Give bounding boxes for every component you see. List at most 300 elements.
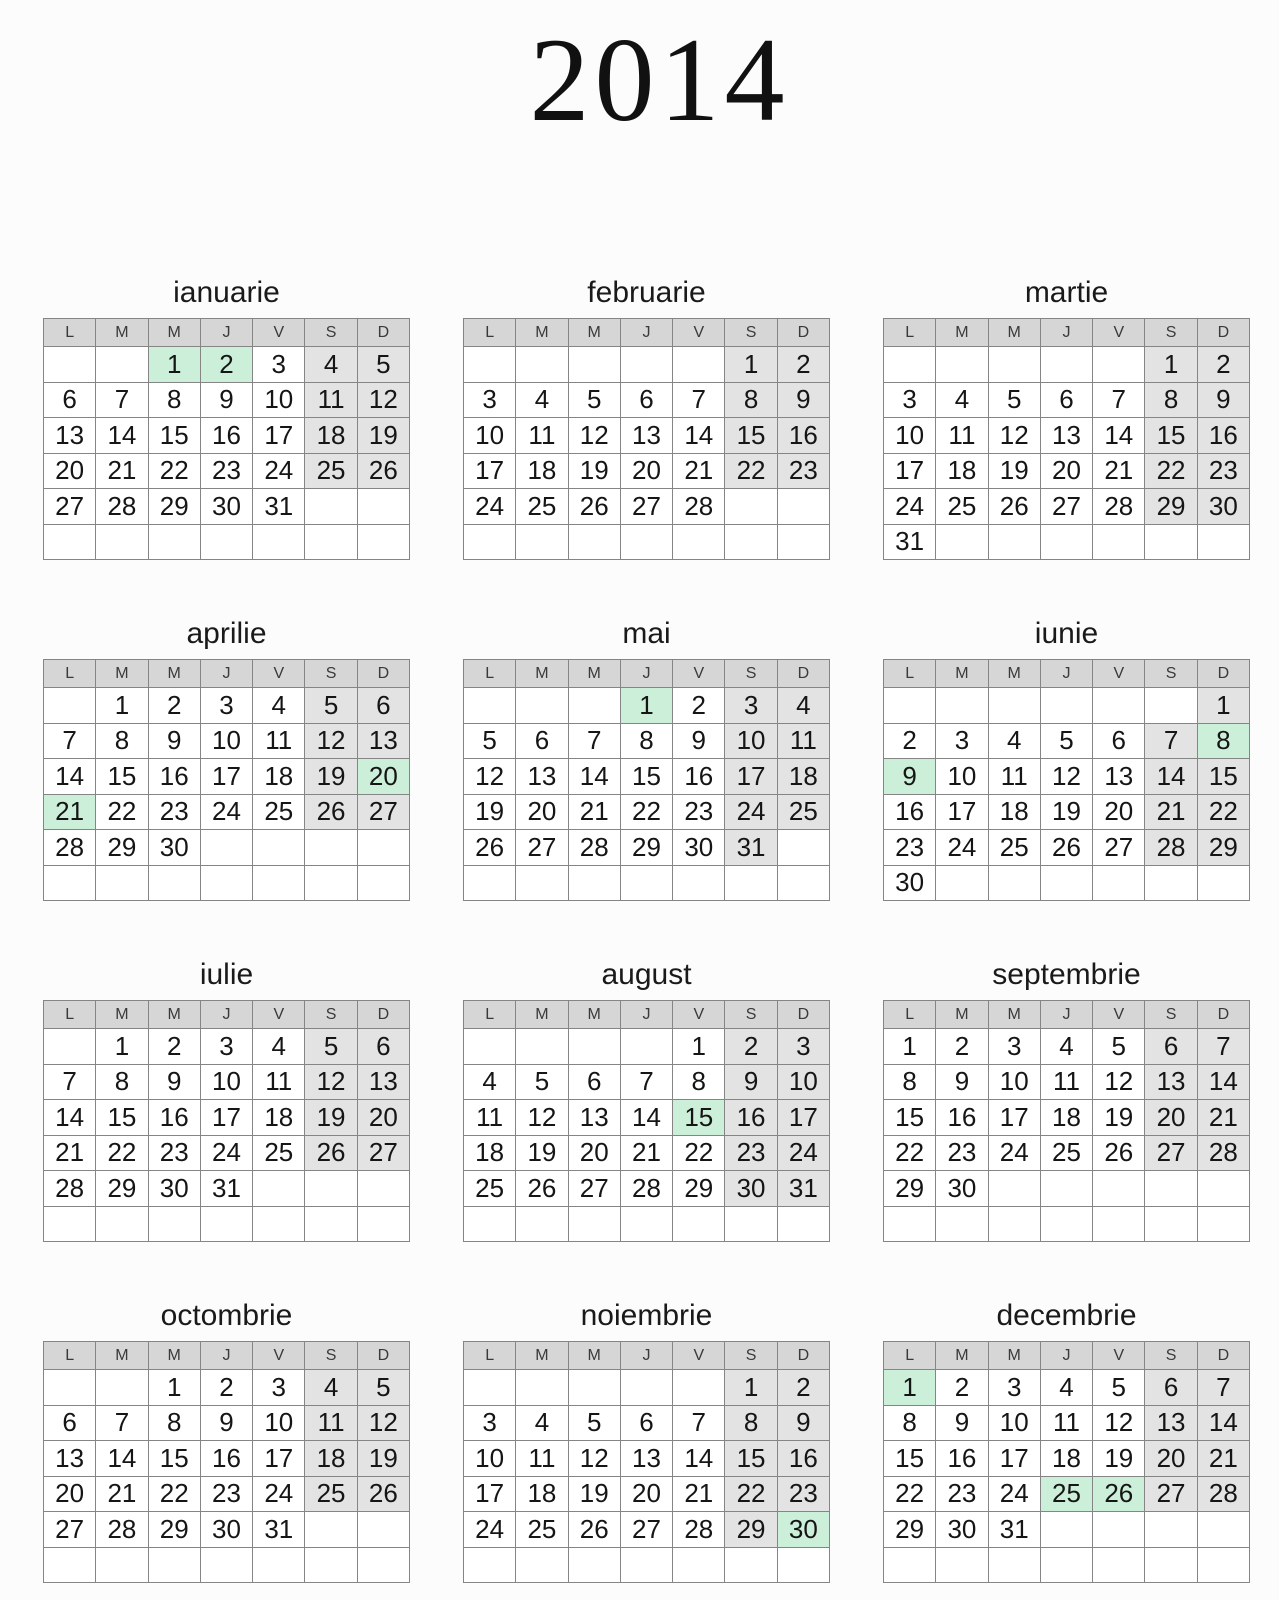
empty-day-cell (1198, 1207, 1249, 1242)
day-cell: 3 (989, 1370, 1040, 1405)
day-cell: 18 (253, 1100, 304, 1135)
day-cell: 13 (1041, 418, 1092, 453)
empty-day-cell (44, 866, 95, 901)
day-cell: 26 (358, 454, 409, 489)
weekday-header: D (1198, 1001, 1249, 1028)
day-cell: 19 (305, 1100, 356, 1135)
day-cell: 3 (253, 347, 304, 382)
empty-day-cell (149, 1207, 200, 1242)
empty-day-cell (464, 347, 515, 382)
day-cell: 30 (673, 830, 724, 865)
day-cell: 1 (621, 688, 672, 723)
day-cell: 29 (149, 489, 200, 524)
day-cell: 19 (358, 1441, 409, 1476)
empty-day-cell (725, 525, 776, 560)
day-cell: 12 (1093, 1065, 1144, 1100)
day-cell: 27 (1041, 489, 1092, 524)
day-cell: 12 (305, 1065, 356, 1100)
day-cell: 27 (621, 489, 672, 524)
empty-day-cell (621, 347, 672, 382)
day-cell: 22 (149, 1477, 200, 1512)
day-cell: 13 (358, 1065, 409, 1100)
weekday-header: J (1041, 1001, 1092, 1028)
empty-day-cell (516, 347, 567, 382)
day-cell: 6 (1145, 1029, 1196, 1064)
empty-day-cell (725, 866, 776, 901)
day-cell: 26 (1093, 1477, 1144, 1512)
day-cell: 8 (725, 1406, 776, 1441)
day-cell: 8 (149, 383, 200, 418)
day-cell: 26 (569, 1512, 620, 1547)
day-cell: 29 (725, 1512, 776, 1547)
day-cell: 1 (1198, 688, 1249, 723)
weekday-header: D (778, 660, 829, 687)
day-cell: 24 (778, 1136, 829, 1171)
day-cell: 16 (149, 759, 200, 794)
day-cell: 15 (1198, 759, 1249, 794)
empty-day-cell (778, 830, 829, 865)
day-cell: 28 (673, 1512, 724, 1547)
day-cell: 4 (464, 1065, 515, 1100)
day-cell: 12 (569, 418, 620, 453)
day-cell: 30 (725, 1171, 776, 1206)
day-cell: 30 (778, 1512, 829, 1547)
day-cell: 24 (253, 1477, 304, 1512)
weekday-header: M (569, 660, 620, 687)
weekday-header: L (44, 319, 95, 346)
day-cell: 1 (96, 1029, 147, 1064)
day-cell: 14 (44, 1100, 95, 1135)
day-cell: 13 (358, 724, 409, 759)
weekday-header: M (516, 660, 567, 687)
day-cell: 24 (989, 1477, 1040, 1512)
day-cell: 5 (989, 383, 1040, 418)
day-cell: 18 (936, 454, 987, 489)
day-cell: 15 (884, 1100, 935, 1135)
day-cell: 12 (1093, 1406, 1144, 1441)
day-cell: 24 (201, 795, 252, 830)
empty-day-cell (1145, 866, 1196, 901)
day-cell: 14 (1198, 1406, 1249, 1441)
empty-day-cell (569, 688, 620, 723)
day-cell: 5 (569, 1406, 620, 1441)
day-cell: 11 (253, 724, 304, 759)
empty-day-cell (1145, 1512, 1196, 1547)
empty-day-cell (569, 525, 620, 560)
day-cell: 22 (96, 1136, 147, 1171)
day-cell: 26 (358, 1477, 409, 1512)
day-cell: 18 (989, 795, 1040, 830)
empty-day-cell (569, 1207, 620, 1242)
day-cell: 27 (358, 795, 409, 830)
empty-day-cell (989, 866, 1040, 901)
day-cell: 22 (725, 454, 776, 489)
day-cell: 8 (1145, 383, 1196, 418)
day-cell: 22 (884, 1136, 935, 1171)
month-name: noiembrie (580, 1299, 713, 1332)
day-cell: 21 (96, 454, 147, 489)
day-cell: 10 (725, 724, 776, 759)
day-cell: 28 (673, 489, 724, 524)
month-calendar-grid (883, 1000, 1250, 1242)
empty-day-cell (305, 1207, 356, 1242)
day-cell: 11 (464, 1100, 515, 1135)
day-cell: 20 (44, 1477, 95, 1512)
day-cell: 13 (1145, 1406, 1196, 1441)
day-cell: 10 (778, 1065, 829, 1100)
day-cell: 14 (673, 418, 724, 453)
day-cell: 15 (149, 1441, 200, 1476)
day-cell: 4 (305, 1370, 356, 1405)
day-cell: 11 (516, 1441, 567, 1476)
weekday-header: V (673, 319, 724, 346)
weekday-header: M (516, 319, 567, 346)
weekday-header: S (1145, 319, 1196, 346)
day-cell: 15 (621, 759, 672, 794)
day-cell: 21 (1145, 795, 1196, 830)
weekday-header: S (305, 1001, 356, 1028)
day-cell: 23 (884, 830, 935, 865)
day-cell: 25 (989, 830, 1040, 865)
empty-day-cell (516, 688, 567, 723)
empty-day-cell (44, 525, 95, 560)
day-cell: 7 (1198, 1370, 1249, 1405)
day-cell: 28 (44, 830, 95, 865)
day-cell: 23 (725, 1136, 776, 1171)
empty-day-cell (464, 525, 515, 560)
day-cell: 18 (1041, 1100, 1092, 1135)
day-cell: 29 (96, 830, 147, 865)
day-cell: 3 (464, 383, 515, 418)
day-cell: 7 (1093, 383, 1144, 418)
day-cell: 7 (44, 1065, 95, 1100)
month-panel (463, 268, 830, 560)
empty-day-cell (96, 347, 147, 382)
weekday-header: J (621, 660, 672, 687)
empty-day-cell (201, 525, 252, 560)
day-cell: 18 (1041, 1441, 1092, 1476)
day-cell: 21 (569, 795, 620, 830)
day-cell: 31 (253, 489, 304, 524)
weekday-header: M (989, 1001, 1040, 1028)
day-cell: 26 (1041, 830, 1092, 865)
weekday-header: J (1041, 319, 1092, 346)
day-cell: 2 (149, 1029, 200, 1064)
weekday-header: S (725, 660, 776, 687)
empty-day-cell (1198, 1171, 1249, 1206)
day-cell: 25 (1041, 1136, 1092, 1171)
day-cell: 27 (569, 1171, 620, 1206)
day-cell: 30 (936, 1512, 987, 1547)
day-cell: 9 (149, 1065, 200, 1100)
month-panel (883, 950, 1250, 1242)
day-cell: 31 (725, 830, 776, 865)
weekday-header: M (936, 319, 987, 346)
month-name: septembrie (992, 958, 1141, 991)
empty-day-cell (253, 525, 304, 560)
empty-day-cell (305, 830, 356, 865)
day-cell: 26 (989, 489, 1040, 524)
day-cell: 22 (149, 454, 200, 489)
month-panel (463, 950, 830, 1242)
month-name: august (601, 958, 692, 991)
weekday-header: J (201, 660, 252, 687)
day-cell: 20 (1093, 795, 1144, 830)
day-cell: 4 (516, 1406, 567, 1441)
day-cell: 23 (936, 1136, 987, 1171)
day-cell: 8 (673, 1065, 724, 1100)
weekday-header: V (673, 660, 724, 687)
day-cell: 2 (725, 1029, 776, 1064)
empty-day-cell (96, 525, 147, 560)
empty-day-cell (464, 1548, 515, 1583)
day-cell: 2 (673, 688, 724, 723)
day-cell: 2 (936, 1370, 987, 1405)
empty-day-cell (1093, 1171, 1144, 1206)
day-cell: 24 (464, 489, 515, 524)
weekday-header: V (253, 1001, 304, 1028)
weekday-header: V (673, 1001, 724, 1028)
day-cell: 24 (725, 795, 776, 830)
empty-day-cell (305, 1512, 356, 1547)
day-cell: 21 (44, 795, 95, 830)
empty-day-cell (1145, 688, 1196, 723)
day-cell: 29 (621, 830, 672, 865)
day-cell: 10 (989, 1406, 1040, 1441)
day-cell: 26 (569, 489, 620, 524)
day-cell: 24 (989, 1136, 1040, 1171)
day-cell: 20 (358, 1100, 409, 1135)
empty-day-cell (778, 489, 829, 524)
day-cell: 22 (1198, 795, 1249, 830)
day-cell: 23 (673, 795, 724, 830)
day-cell: 14 (569, 759, 620, 794)
empty-day-cell (936, 1207, 987, 1242)
weekday-header: M (516, 1342, 567, 1369)
day-cell: 14 (1093, 418, 1144, 453)
empty-day-cell (44, 1548, 95, 1583)
day-cell: 18 (464, 1136, 515, 1171)
empty-day-cell (569, 1548, 620, 1583)
day-cell: 30 (201, 1512, 252, 1547)
day-cell: 17 (201, 1100, 252, 1135)
day-cell: 10 (464, 1441, 515, 1476)
empty-day-cell (1041, 1512, 1092, 1547)
month-calendar-grid (43, 318, 410, 560)
day-cell: 13 (1145, 1065, 1196, 1100)
day-cell: 16 (936, 1100, 987, 1135)
day-cell: 23 (778, 1477, 829, 1512)
empty-day-cell (778, 525, 829, 560)
day-cell: 4 (989, 724, 1040, 759)
day-cell: 10 (253, 383, 304, 418)
day-cell: 24 (201, 1136, 252, 1171)
day-cell: 7 (1198, 1029, 1249, 1064)
day-cell: 25 (253, 1136, 304, 1171)
day-cell: 19 (358, 418, 409, 453)
month-calendar-grid (883, 1341, 1250, 1583)
day-cell: 17 (464, 454, 515, 489)
day-cell: 29 (673, 1171, 724, 1206)
day-cell: 28 (96, 489, 147, 524)
day-cell: 2 (778, 1370, 829, 1405)
month-calendar-grid (43, 659, 410, 901)
day-cell: 4 (253, 688, 304, 723)
empty-day-cell (936, 347, 987, 382)
empty-day-cell (1041, 1171, 1092, 1206)
day-cell: 3 (201, 688, 252, 723)
day-cell: 6 (621, 1406, 672, 1441)
day-cell: 15 (673, 1100, 724, 1135)
day-cell: 5 (358, 1370, 409, 1405)
empty-day-cell (1041, 688, 1092, 723)
weekday-header: S (305, 319, 356, 346)
day-cell: 8 (621, 724, 672, 759)
empty-day-cell (516, 1370, 567, 1405)
day-cell: 5 (305, 688, 356, 723)
empty-day-cell (725, 1548, 776, 1583)
day-cell: 14 (44, 759, 95, 794)
empty-day-cell (305, 1548, 356, 1583)
day-cell: 9 (201, 1406, 252, 1441)
empty-day-cell (621, 1370, 672, 1405)
empty-day-cell (201, 830, 252, 865)
empty-day-cell (358, 489, 409, 524)
day-cell: 20 (1145, 1441, 1196, 1476)
day-cell: 4 (1041, 1370, 1092, 1405)
empty-day-cell (358, 830, 409, 865)
day-cell: 19 (1093, 1100, 1144, 1135)
month-panel (43, 950, 410, 1242)
day-cell: 3 (464, 1406, 515, 1441)
day-cell: 23 (149, 1136, 200, 1171)
day-cell: 16 (778, 1441, 829, 1476)
day-cell: 11 (253, 1065, 304, 1100)
weekday-header: J (1041, 660, 1092, 687)
day-cell: 2 (778, 347, 829, 382)
day-cell: 30 (149, 1171, 200, 1206)
empty-day-cell (1093, 866, 1144, 901)
weekday-header: S (725, 319, 776, 346)
month-calendar-grid (463, 659, 830, 901)
day-cell: 21 (1198, 1100, 1249, 1135)
day-cell: 18 (778, 759, 829, 794)
weekday-header: L (884, 660, 935, 687)
weekday-header: M (96, 660, 147, 687)
weekday-header: D (1198, 660, 1249, 687)
empty-day-cell (621, 1029, 672, 1064)
empty-day-cell (358, 1512, 409, 1547)
day-cell: 12 (516, 1100, 567, 1135)
empty-day-cell (516, 1029, 567, 1064)
empty-day-cell (516, 1548, 567, 1583)
day-cell: 26 (305, 795, 356, 830)
empty-day-cell (1145, 1548, 1196, 1583)
day-cell: 29 (96, 1171, 147, 1206)
weekday-header: M (989, 1342, 1040, 1369)
day-cell: 17 (725, 759, 776, 794)
day-cell: 30 (1198, 489, 1249, 524)
month-name: ianuarie (173, 276, 280, 309)
empty-day-cell (1093, 347, 1144, 382)
empty-day-cell (621, 866, 672, 901)
empty-day-cell (621, 1207, 672, 1242)
empty-day-cell (305, 525, 356, 560)
weekday-header: S (725, 1342, 776, 1369)
empty-day-cell (621, 1548, 672, 1583)
day-cell: 20 (621, 1477, 672, 1512)
empty-day-cell (989, 1207, 1040, 1242)
day-cell: 6 (1093, 724, 1144, 759)
month-name: iulie (199, 958, 254, 991)
day-cell: 19 (1093, 1441, 1144, 1476)
day-cell: 22 (621, 795, 672, 830)
day-cell: 28 (44, 1171, 95, 1206)
day-cell: 10 (989, 1065, 1040, 1100)
day-cell: 2 (1198, 347, 1249, 382)
day-cell: 24 (884, 489, 935, 524)
weekday-header: L (884, 1342, 935, 1369)
day-cell: 10 (936, 759, 987, 794)
weekday-header: S (1145, 1342, 1196, 1369)
day-cell: 18 (305, 1441, 356, 1476)
day-cell: 18 (516, 1477, 567, 1512)
day-cell: 31 (989, 1512, 1040, 1547)
day-cell: 16 (201, 1441, 252, 1476)
day-cell: 10 (253, 1406, 304, 1441)
empty-day-cell (884, 688, 935, 723)
day-cell: 7 (1145, 724, 1196, 759)
empty-day-cell (1041, 1207, 1092, 1242)
weekday-header: M (936, 1342, 987, 1369)
day-cell: 17 (778, 1100, 829, 1135)
day-cell: 27 (358, 1136, 409, 1171)
day-cell: 1 (96, 688, 147, 723)
weekday-header: M (569, 319, 620, 346)
empty-day-cell (516, 1207, 567, 1242)
month-calendar-grid (43, 1000, 410, 1242)
weekday-header: V (1093, 660, 1144, 687)
day-cell: 29 (884, 1512, 935, 1547)
empty-day-cell (201, 866, 252, 901)
month-calendar-grid (43, 1341, 410, 1583)
day-cell: 23 (936, 1477, 987, 1512)
weekday-header: D (778, 319, 829, 346)
day-cell: 20 (516, 795, 567, 830)
day-cell: 25 (516, 1512, 567, 1547)
weekday-header: M (989, 319, 1040, 346)
day-cell: 7 (569, 724, 620, 759)
weekday-header: J (201, 319, 252, 346)
day-cell: 27 (1145, 1136, 1196, 1171)
empty-day-cell (96, 866, 147, 901)
day-cell: 16 (673, 759, 724, 794)
day-cell: 22 (96, 795, 147, 830)
weekday-header: V (673, 1342, 724, 1369)
empty-day-cell (1093, 688, 1144, 723)
empty-day-cell (96, 1370, 147, 1405)
empty-day-cell (569, 866, 620, 901)
empty-day-cell (569, 347, 620, 382)
empty-day-cell (464, 1370, 515, 1405)
weekday-header: J (201, 1342, 252, 1369)
month-name: decembrie (996, 1299, 1137, 1332)
day-cell: 25 (936, 489, 987, 524)
empty-day-cell (201, 1207, 252, 1242)
empty-day-cell (621, 525, 672, 560)
weekday-header: S (305, 1342, 356, 1369)
empty-day-cell (149, 1548, 200, 1583)
